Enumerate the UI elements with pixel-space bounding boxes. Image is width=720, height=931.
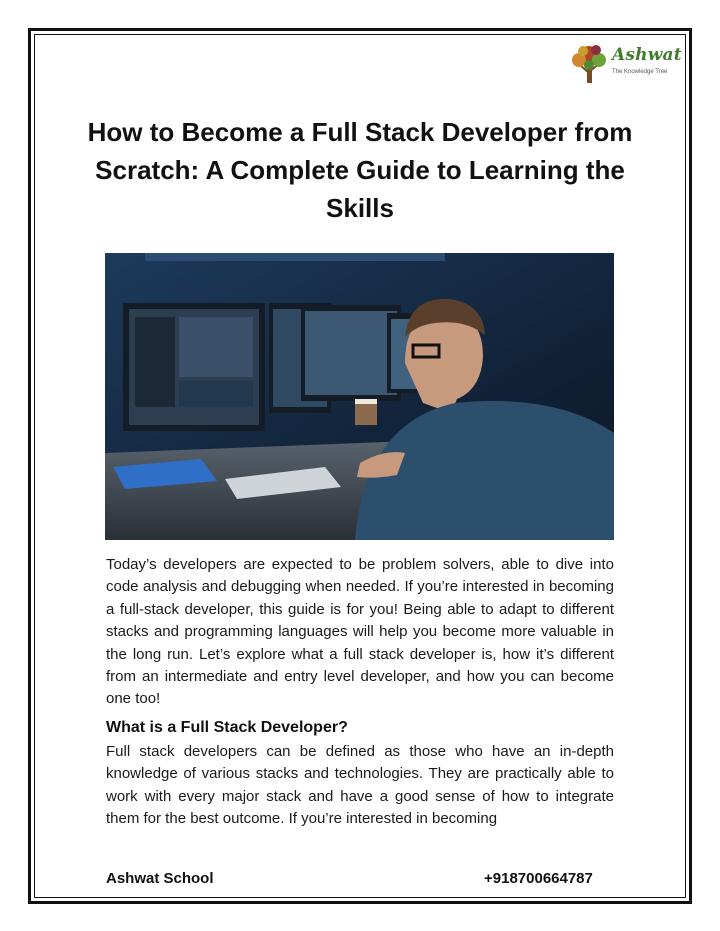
footer-phone-number: +918700664787 (484, 870, 593, 887)
footer-school-name: Ashwat School (106, 870, 214, 887)
logo-name: Ashwat (612, 45, 682, 65)
section-heading: What is a Full Stack Developer? (106, 719, 348, 736)
page-title: How to Become a Full Stack Developer from Scratch: A Complete Guide to Learning the Skills (87, 117, 633, 223)
intro-paragraph: Today’s developers are expected to be problem solvers, able to dive into code analysis and debugging when needed. If you’re interested in becoming a full-stack developer, this guide is for you! Being able to adapt to different stacks and programming languages will help you become more valuable in the long run. Let’s explore what a full stack developer is, how it’s different from an intermediate and entry level developer, and how you can become one too! (106, 556, 614, 708)
logo-tagline: The Knowledge Tree (612, 69, 668, 75)
ashwat-logo (568, 43, 682, 87)
tree-icon (568, 43, 612, 87)
section-paragraph: Full stack developers can be defined as those who have an in-depth knowledge of various stacks and technologies. They are practically able to work with every major stack and have a good sense of how to integrate them for the best outcome. If you’re interested in becoming (106, 743, 614, 828)
hero-image-developer-at-monitors (105, 253, 614, 540)
